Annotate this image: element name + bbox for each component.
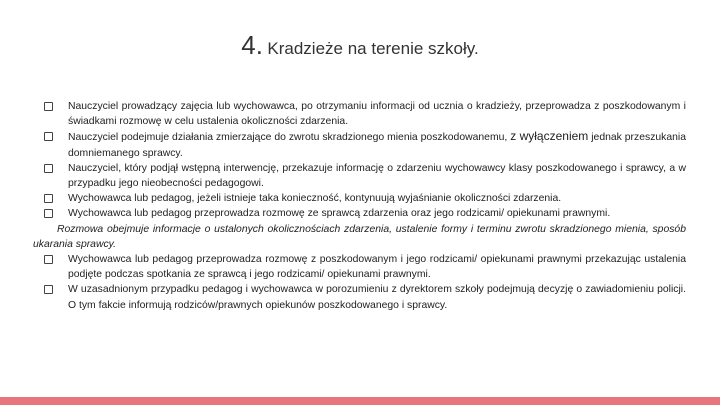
list-item (44, 99, 686, 129)
checkbox-bullet-icon (44, 164, 53, 173)
checkbox-bullet-icon (44, 285, 53, 294)
list-item (44, 252, 686, 282)
checkbox-bullet-icon (44, 209, 53, 218)
slide-title (0, 30, 720, 61)
bottom-accent-bar (0, 397, 720, 405)
list-item (44, 191, 686, 206)
slide-content (33, 99, 687, 313)
italic-note: Rozmowa obejmuje informacje o ustalonych okolicznościach zdarzenia, ustalenie formy i terminu zwrotu skradzionego mienia, sposób ukarania sprawcy. (33, 223, 686, 250)
list-item-text: Wychowawca lub pedagog przeprowadza rozmowę z poszkodowanym i jego rodzicami/ opiekunami prawnymi przekazując ustalenia podjęte podczas spotkania ze sprawcą i jego rodzicami/ opiekunami prawnymi. (68, 254, 686, 281)
checkbox-bullet-icon (44, 132, 53, 141)
checkbox-bullet-icon (44, 255, 53, 264)
list-item (44, 161, 686, 191)
list-item-emphasis: z wyłączeniem (510, 129, 589, 144)
list-item (44, 282, 686, 312)
list-item-text: Wychowawca lub pedagog, jeżeli istnieje taka konieczność, kontynuują wyjaśnianie okoliczności zdarzenia. (68, 193, 562, 205)
list-item-text: jednak przeszukania domniemanego sprawcy. (68, 132, 687, 159)
section-number: 4. (241, 30, 263, 60)
list-item-text: Wychowawca lub pedagog przeprowadza rozmowę ze sprawcą zdarzenia oraz jego rodzicami/ opiekunami prawnymi. (68, 208, 611, 220)
list-item (44, 129, 686, 160)
checkbox-bullet-icon (44, 194, 53, 203)
checkbox-bullet-icon (44, 102, 53, 111)
list-item-text: Nauczyciel podejmuje działania zmierzające do zwrotu skradzionego mienia poszkodowanemu, (68, 132, 508, 144)
list-item-text: Nauczyciel prowadzący zajęcia lub wychowawca, po otrzymaniu informacji od ucznia o kradzieży, przeprowadza z poszkodowanym i świadkami rozmowę w celu ustalenia okoliczności zdarzenia. (68, 101, 686, 128)
list-item (44, 206, 686, 221)
list-item-text: W uzasadnionym przypadku pedagog i wychowawca w porozumieniu z dyrektorem szkoły podejmują decyzję o zawiadomieniu policji. O tym fakcie informują rodziców/prawnych opiekunów poszkodowanego i sprawcy. (68, 284, 686, 311)
section-title: Kradzieże na terenie szkoły. (267, 39, 479, 58)
list-item-text: Nauczyciel, który podjął wstępną interwencję, przekazuje informację o zdarzeniu wychowawcy klasy poszkodowanego i sprawcy, a w przypadku jego nieobecności pedagogowi. (68, 162, 686, 190)
